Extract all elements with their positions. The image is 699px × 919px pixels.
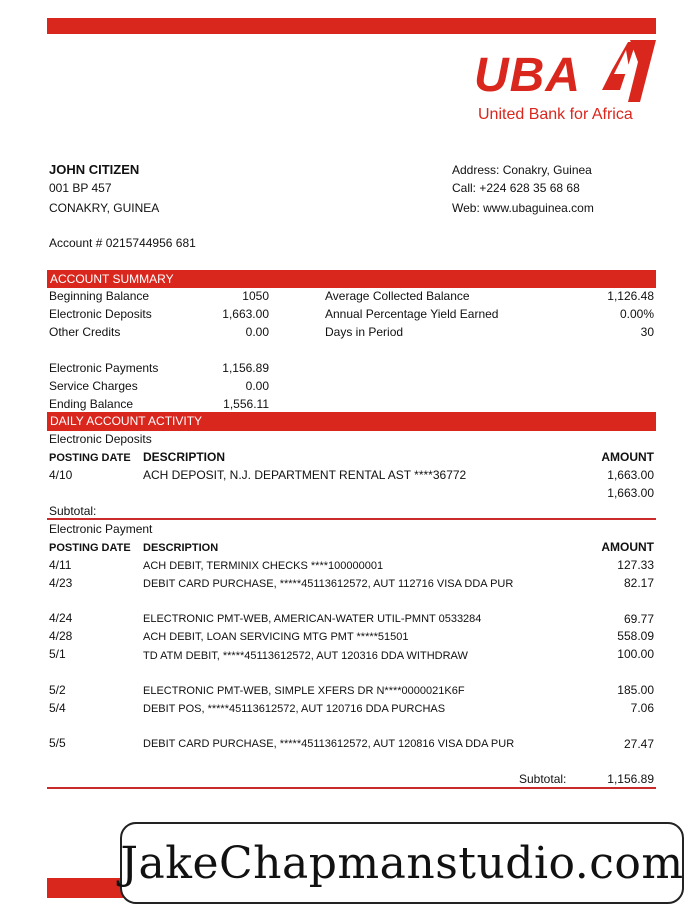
payment-amount: 127.33 bbox=[617, 558, 654, 572]
summary-value: 1,663.00 bbox=[222, 307, 269, 321]
payments-heading: Electronic Payment bbox=[49, 522, 153, 536]
payment-date: 4/24 bbox=[49, 611, 73, 625]
payment-amount: 82.17 bbox=[623, 576, 654, 590]
payment-description: ACH DEBIT, LOAN SERVICING MTG PMT *****51501 bbox=[143, 631, 409, 643]
summary-value: 1,156.89 bbox=[222, 361, 269, 375]
summary-label: Beginning Balance bbox=[49, 289, 150, 303]
payment-amount: 100.00 bbox=[617, 647, 654, 661]
payments-subtotal-label: Subtotal: bbox=[519, 772, 567, 786]
top-red-bar bbox=[47, 18, 656, 34]
deposit-date: 4/10 bbox=[49, 468, 73, 482]
summary-value: 1050 bbox=[242, 289, 269, 303]
section-divider bbox=[47, 518, 656, 520]
uba-logo-text: UBA bbox=[474, 49, 581, 102]
summary-label: Other Credits bbox=[49, 325, 121, 339]
uba-logo-subtitle: United Bank for Africa bbox=[478, 106, 633, 123]
col-posting-date: POSTING DATE bbox=[49, 452, 131, 464]
summary-label: Ending Balance bbox=[49, 397, 134, 411]
section-divider bbox=[47, 787, 656, 789]
deposits-subtotal-label: Subtotal: bbox=[49, 504, 97, 518]
deposit-description: ACH DEPOSIT, N.J. DEPARTMENT RENTAL AST ****36772 bbox=[143, 468, 467, 482]
uba-logo-mark-icon bbox=[600, 40, 656, 102]
payment-description: ELECTRONIC PMT-WEB, SIMPLE XFERS DR N****0000021K6F bbox=[143, 685, 465, 697]
payment-description: ACH DEBIT, TERMINIX CHECKS ****100000001 bbox=[143, 560, 384, 572]
customer-address-line1: 001 BP 457 bbox=[49, 181, 112, 195]
payment-amount: 69.77 bbox=[623, 612, 654, 626]
summary-value: 0.00 bbox=[245, 325, 269, 339]
bank-website: Web: www.ubaguinea.com bbox=[452, 201, 594, 215]
col-description: DESCRIPTION bbox=[143, 450, 226, 464]
payment-amount: 185.00 bbox=[617, 683, 654, 697]
summary-label: Average Collected Balance bbox=[325, 289, 470, 303]
payment-date: 5/4 bbox=[49, 701, 66, 715]
summary-label: Electronic Deposits bbox=[49, 307, 152, 321]
payments-subtotal-value: 1,156.89 bbox=[607, 772, 654, 786]
watermark-box bbox=[120, 822, 684, 904]
summary-value: 1,556.11 bbox=[223, 397, 269, 411]
payment-date: 5/1 bbox=[49, 647, 66, 661]
payment-date: 4/23 bbox=[49, 576, 73, 590]
bank-address: Address: Conakry, Guinea bbox=[452, 163, 592, 177]
payment-description: DEBIT CARD PURCHASE, *****45113612572, AUT 112716 VISA DDA PUR bbox=[143, 578, 514, 590]
deposit-amount: 1,663.00 bbox=[607, 468, 654, 482]
customer-name: JOHN CITIZEN bbox=[49, 162, 140, 177]
summary-value: 1,126.48 bbox=[607, 289, 654, 303]
summary-label: Electronic Payments bbox=[49, 361, 159, 375]
deposits-total: 1,663.00 bbox=[607, 486, 654, 500]
col-amount: AMOUNT bbox=[601, 450, 654, 464]
payment-date: 4/28 bbox=[49, 629, 73, 643]
payment-description: TD ATM DEBIT, *****45113612572, AUT 120316 DDA WITHDRAW bbox=[143, 650, 468, 662]
payment-description: DEBIT POS, *****45113612572, AUT 120716 DDA PURCHAS bbox=[143, 703, 446, 715]
payment-description: ELECTRONIC PMT-WEB, AMERICAN-WATER UTIL-PMNT 0533284 bbox=[143, 613, 482, 625]
deposits-heading: Electronic Deposits bbox=[49, 432, 152, 446]
payment-date: 5/2 bbox=[49, 683, 66, 697]
summary-value: 30 bbox=[640, 325, 654, 339]
col-posting-date: POSTING DATE bbox=[49, 542, 131, 554]
bank-phone: Call: +224 628 35 68 68 bbox=[452, 181, 580, 195]
payment-amount: 558.09 bbox=[617, 629, 654, 643]
col-description: DESCRIPTION bbox=[143, 542, 219, 554]
payment-amount: 7.06 bbox=[630, 701, 654, 715]
summary-label: Service Charges bbox=[49, 379, 138, 393]
payment-amount: 27.47 bbox=[623, 737, 654, 751]
summary-value: 0.00 bbox=[245, 379, 269, 393]
account-summary-header: ACCOUNT SUMMARY bbox=[47, 270, 656, 288]
account-number: Account # 0215744956 681 bbox=[49, 236, 196, 250]
payment-date: 5/5 bbox=[49, 736, 66, 750]
customer-address-line2: CONAKRY, GUINEA bbox=[49, 201, 160, 215]
daily-activity-header: DAILY ACCOUNT ACTIVITY bbox=[47, 412, 656, 431]
col-amount: AMOUNT bbox=[601, 540, 654, 554]
payment-description: DEBIT CARD PURCHASE, *****45113612572, AUT 120816 VISA DDA PUR bbox=[143, 738, 515, 750]
watermark-text: JakeChapmanstudio.com bbox=[120, 837, 684, 889]
payment-date: 4/11 bbox=[49, 558, 72, 572]
summary-label: Annual Percentage Yield Earned bbox=[325, 307, 499, 321]
summary-label: Days in Period bbox=[325, 325, 404, 339]
summary-value: 0.00% bbox=[619, 307, 654, 321]
